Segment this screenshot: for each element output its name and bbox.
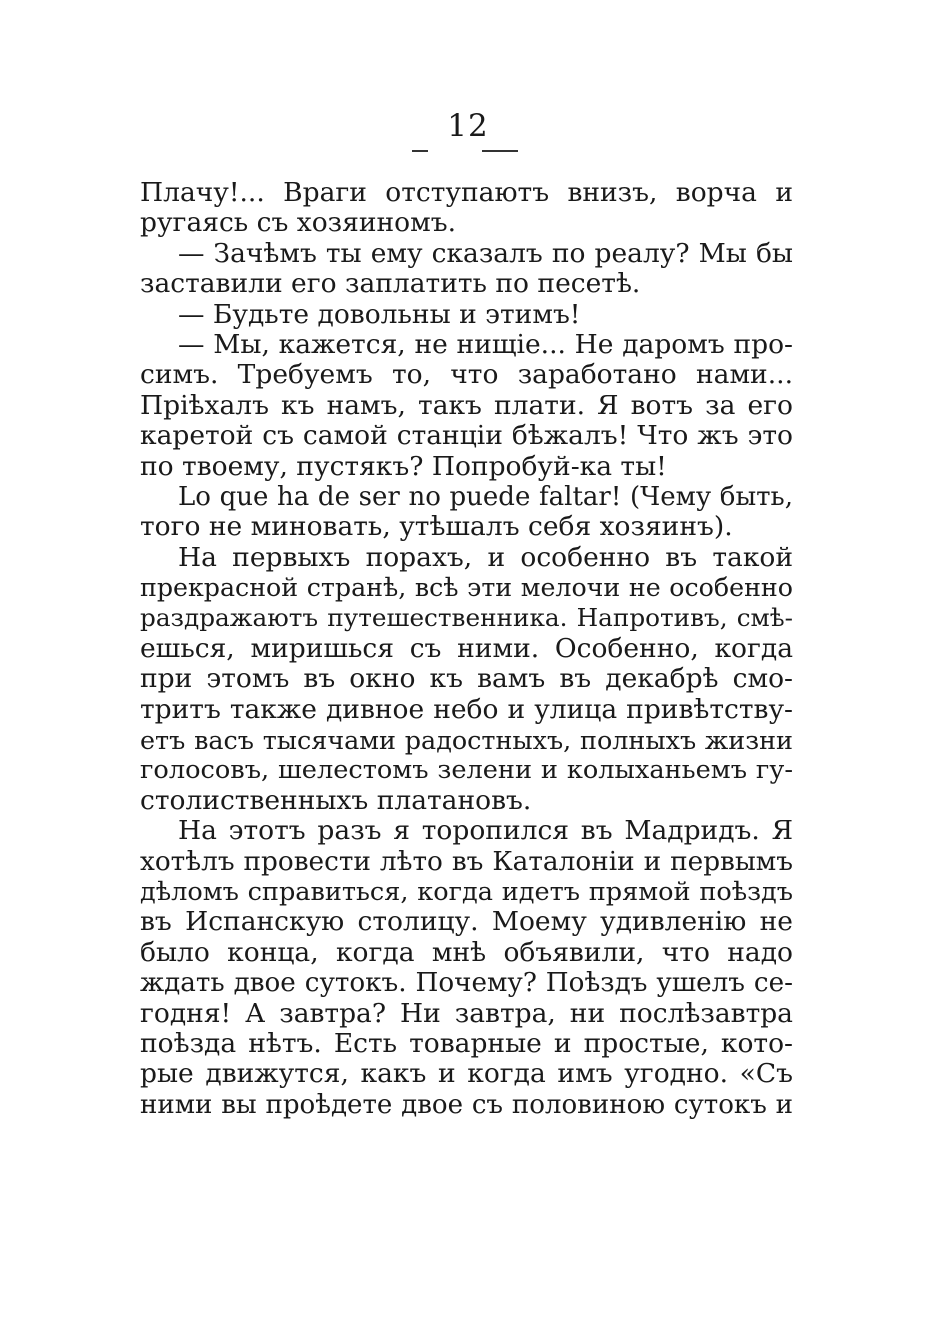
text-line: годня! А завтра? Ни завтра, ни послѣзавтра [140,997,793,1029]
text-line: было конца, когда мнѣ объявили, что надо [140,936,793,968]
text-line: дѣломъ справиться, когда идетъ прямой поѣздъ [140,876,793,907]
text-line: того не миновать, утѣшалъ себя хозяинъ). [140,511,733,543]
text-line: въ Испанскую столицу. Моему удивленію не [140,906,793,938]
text-line: заставили его заплатить по песетѣ. [140,268,641,300]
text-line: прекрасной странѣ, всѣ эти мелочи не особенно [140,573,793,603]
text-line: столиственныхъ платановъ. [140,784,532,816]
header-rule-right [482,150,518,152]
text-line: На этотъ разъ я торопился въ Мадридъ. Я [178,815,793,847]
text-line: — Будьте довольны и этимъ! [178,298,581,330]
body-text [140,178,793,1120]
text-line: — Зачѣмъ ты ему сказалъ по реалу? Мы бы [178,237,793,269]
text-line: хотѣлъ провести лѣто въ Каталоніи и первымъ [140,846,793,877]
text-line: рые движутся, какъ и когда имъ угодно. «Съ [140,1058,793,1090]
text-line: етъ васъ тысячами радостныхъ, полныхъ жизни [140,725,793,756]
text-line: каретой съ самой станціи бѣжалъ! Что жъ это [140,420,793,452]
text-line: ждать двое сутокъ. Почему? Поѣздъ ушелъ се- [140,968,793,999]
text-line: Пріѣхалъ къ намъ, такъ плати. Я вотъ за его [140,389,793,421]
text-line: тритъ также дивное небо и улица привѣтству- [140,693,793,725]
text-line: Плачу!... Враги отступаютъ внизъ, ворча и [140,177,793,208]
text-line: голосовъ, шелестомъ зелени и колыханьемъ гу- [140,755,793,786]
text-line: ругаясь съ хозяиномъ. [140,207,457,239]
text-line: по твоему, пустякъ? Попробуй-ка ты! [140,450,667,482]
text-line: поѣзда нѣтъ. Есть товарные и простые, кото- [140,1027,793,1059]
text-line: На первыхъ порахъ, и особенно въ такой [178,541,793,573]
text-line: симъ. Требуемъ то, что заработано нами... [140,359,793,391]
header-rule-left [412,150,428,152]
text-line: Lo que ha de ser no puede faltar! (Чему быть, [178,481,793,512]
text-line: раздражаютъ путешественника. Напротивъ, смѣ- [140,603,793,633]
text-line: ешься, миришься съ ними. Особенно, когда [140,632,793,664]
text-line: — Мы, кажется, не нищіе... Не даромъ про- [178,328,793,360]
page-number: 12 [447,108,489,144]
text-line: ними вы проѣдете двое съ половиною сутокъ и [140,1089,793,1120]
text-line: при этомъ въ окно къ вамъ въ декабрѣ смо- [140,663,793,695]
